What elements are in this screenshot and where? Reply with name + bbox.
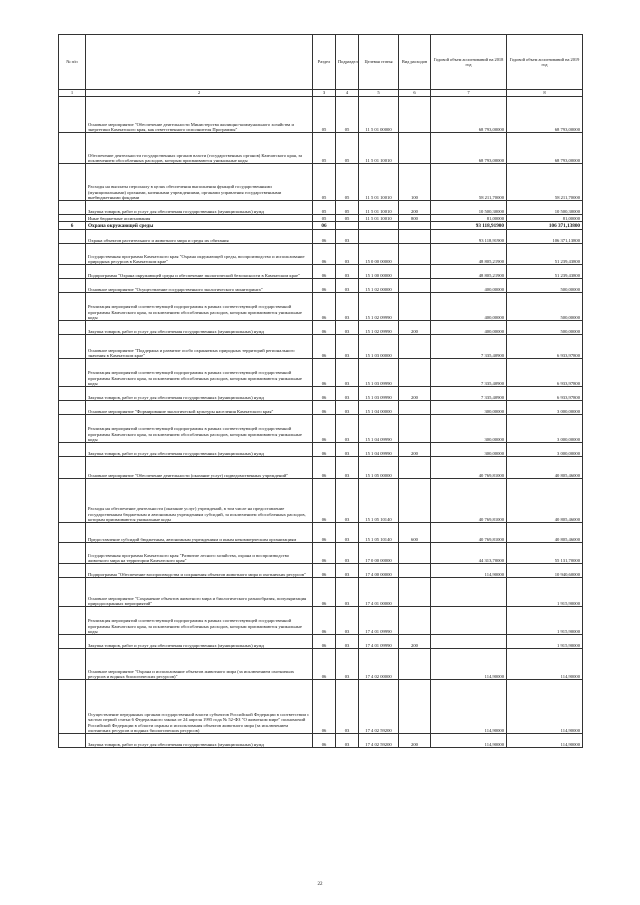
row-amount-2019: 40 805,46000 xyxy=(507,479,583,523)
row-amount-2018: 58 211,70000 xyxy=(431,164,507,201)
row-amount-2019: 51 239,43800 xyxy=(507,265,583,279)
table-row xyxy=(59,578,583,607)
row-number xyxy=(59,564,86,578)
row-subsection: 03 xyxy=(336,279,359,293)
row-subsection: 03 xyxy=(336,543,359,564)
row-expense-type xyxy=(399,649,431,680)
row-target-article: 17 4 01 09990 xyxy=(359,635,399,649)
row-section: 06 xyxy=(313,244,336,265)
row-target-article: 11 5 01 10010 xyxy=(359,133,399,164)
row-subsection: 03 xyxy=(336,457,359,479)
row-number xyxy=(59,457,86,479)
row-number xyxy=(59,635,86,649)
row-expense-type xyxy=(399,564,431,578)
row-amount-2018: 93 118,91900 xyxy=(431,222,507,230)
table-row xyxy=(59,387,583,401)
row-number xyxy=(59,133,86,164)
table-row xyxy=(59,230,583,244)
table-row xyxy=(59,564,583,578)
row-target-article: 11 5 01 10010 xyxy=(359,164,399,201)
row-target-article: 15 1 00 00000 xyxy=(359,265,399,279)
row-number xyxy=(59,607,86,635)
row-number xyxy=(59,523,86,543)
row-target-article: 11 5 01 00000 xyxy=(359,97,399,133)
row-target-article xyxy=(359,222,399,230)
row-target-article: 15 1 02 09990 xyxy=(359,293,399,321)
row-subsection: 05 xyxy=(336,164,359,201)
table-row xyxy=(59,164,583,201)
row-section: 06 xyxy=(313,479,336,523)
row-amount-2018: 7 335,40900 xyxy=(431,387,507,401)
row-section: 06 xyxy=(313,359,336,387)
row-number xyxy=(59,215,86,222)
row-amount-2018: 300,00000 xyxy=(431,415,507,443)
row-description: Основное мероприятие "Охрана и использование объектов животного мира (за исключением охотничьих ресурсов и водных биологических ресурсов)" xyxy=(86,649,313,680)
row-subsection: 03 xyxy=(336,443,359,457)
row-amount-2019: 51 239,43800 xyxy=(507,244,583,265)
row-amount-2019: 1 915,90000 xyxy=(507,607,583,635)
row-subsection: 03 xyxy=(336,387,359,401)
row-description: Охрана окружающей среды xyxy=(86,222,313,230)
row-number xyxy=(59,359,86,387)
row-expense-type xyxy=(399,578,431,607)
row-subsection: 03 xyxy=(336,680,359,734)
row-description: Охрана объектов растительного и животного мира и среды их обитания xyxy=(86,230,313,244)
budget-table xyxy=(58,34,583,748)
row-expense-type xyxy=(399,479,431,523)
row-number xyxy=(59,265,86,279)
table-row xyxy=(59,543,583,564)
row-subsection: 03 xyxy=(336,523,359,543)
row-subsection: 03 xyxy=(336,649,359,680)
row-target-article: 17 4 00 00000 xyxy=(359,564,399,578)
header-section: Раздел xyxy=(313,35,336,90)
row-amount-2018: 400,00000 xyxy=(431,293,507,321)
row-target-article: 17 4 02 00000 xyxy=(359,649,399,680)
column-number: 3 xyxy=(313,90,336,97)
row-amount-2019: 106 371,13800 xyxy=(507,230,583,244)
row-expense-type xyxy=(399,244,431,265)
row-expense-type xyxy=(399,279,431,293)
row-expense-type: 800 xyxy=(399,215,431,222)
row-section: 06 xyxy=(313,734,336,748)
row-amount-2018: 7 335,40900 xyxy=(431,335,507,359)
row-subsection xyxy=(336,222,359,230)
row-subsection: 03 xyxy=(336,564,359,578)
row-section: 05 xyxy=(313,97,336,133)
row-description: Закупка товаров, работ и услуг для обеспечения государственных (муниципальных) нужд xyxy=(86,635,313,649)
row-target-article: 17 0 00 00000 xyxy=(359,543,399,564)
row-section: 06 xyxy=(313,543,336,564)
row-section: 06 xyxy=(313,222,336,230)
row-amount-2019: 114,90000 xyxy=(507,734,583,748)
row-number xyxy=(59,578,86,607)
row-amount-2019: 3 000,00000 xyxy=(507,415,583,443)
row-amount-2019: 500,00000 xyxy=(507,279,583,293)
table-row xyxy=(59,335,583,359)
row-description: Основное мероприятие "Формирование экологической культуры населения Камчатского края" xyxy=(86,401,313,415)
row-target-article: 17 4 02 59200 xyxy=(359,734,399,748)
header-amount-2019: Годовой объем ассигнований на 2019 год xyxy=(507,35,583,90)
row-description: Реализация мероприятий соответствующей подпрограммы в рамках соответствующей государственной программы Камчатского края, за исключением обособленных расходов, которым присваиваются уникальные коды xyxy=(86,607,313,635)
row-target-article: 15 1 05 00000 xyxy=(359,457,399,479)
row-amount-2018: 300,00000 xyxy=(431,443,507,457)
row-expense-type xyxy=(399,457,431,479)
row-amount-2019: 40 805,46000 xyxy=(507,523,583,543)
row-number xyxy=(59,164,86,201)
row-amount-2019: 10 500,30000 xyxy=(507,201,583,215)
row-section: 06 xyxy=(313,578,336,607)
table-row xyxy=(59,321,583,335)
row-description: Расходы на обеспечение деятельности (оказание услуг) учреждений, в том числе на предоставление государственным бюджетным и автономным учреждениям субсидий, за исключением обособленных расходов, которым присваиваются уникальные коды xyxy=(86,479,313,523)
header-row xyxy=(59,35,583,90)
row-target-article xyxy=(359,230,399,244)
row-amount-2018: 114,90000 xyxy=(431,680,507,734)
row-target-article: 17 4 01 00000 xyxy=(359,578,399,607)
row-amount-2018: 114,90000 xyxy=(431,734,507,748)
row-expense-type xyxy=(399,133,431,164)
row-number xyxy=(59,415,86,443)
row-subsection: 05 xyxy=(336,97,359,133)
column-number-row xyxy=(59,90,583,97)
row-section: 05 xyxy=(313,215,336,222)
row-expense-type: 200 xyxy=(399,443,431,457)
row-section: 06 xyxy=(313,680,336,734)
row-amount-2018: 40 769,81000 xyxy=(431,479,507,523)
row-amount-2019: 6 933,97800 xyxy=(507,387,583,401)
table-row xyxy=(59,680,583,734)
table-row xyxy=(59,479,583,523)
row-amount-2019: 1 915,90000 xyxy=(507,578,583,607)
row-section: 06 xyxy=(313,230,336,244)
row-subsection: 03 xyxy=(336,479,359,523)
row-number xyxy=(59,244,86,265)
row-target-article: 15 0 00 00000 xyxy=(359,244,399,265)
row-amount-2018: 7 335,40900 xyxy=(431,359,507,387)
column-number: 4 xyxy=(336,90,359,97)
row-section: 06 xyxy=(313,387,336,401)
row-expense-type: 200 xyxy=(399,734,431,748)
row-description: Основное мероприятие "Сохранение объектов животного мира и биологического разнообразия, популяризация природоохранных мероприятий" xyxy=(86,578,313,607)
header-target-article: Целевая статья xyxy=(359,35,399,90)
row-description: Основное мероприятие "Обеспечение деятельности (оказание услуг) подведомственных учреждений" xyxy=(86,457,313,479)
row-target-article: 17 4 02 59200 xyxy=(359,680,399,734)
table-row xyxy=(59,443,583,457)
row-description: Закупка товаров, работ и услуг для обеспечения государственных (муниципальных) нужд xyxy=(86,734,313,748)
table-row xyxy=(59,401,583,415)
row-section: 06 xyxy=(313,523,336,543)
table-row xyxy=(59,201,583,215)
row-description: Основное мероприятие "Осуществление государственного экологического мониторинга" xyxy=(86,279,313,293)
row-amount-2018: 81,00000 xyxy=(431,215,507,222)
row-amount-2019: 114,90000 xyxy=(507,649,583,680)
row-amount-2019: 3 000,00000 xyxy=(507,401,583,415)
row-number xyxy=(59,321,86,335)
row-subsection: 03 xyxy=(336,265,359,279)
header-num: № п/п xyxy=(59,35,86,90)
row-expense-type xyxy=(399,415,431,443)
table-row xyxy=(59,523,583,543)
row-section: 05 xyxy=(313,164,336,201)
row-description: Основное мероприятие "Поддержка и развитие особо охраняемых природных территорий регионального значения в Камчатском крае" xyxy=(86,335,313,359)
table-row xyxy=(59,359,583,387)
row-number xyxy=(59,293,86,321)
row-amount-2018 xyxy=(431,578,507,607)
row-amount-2019: 10 940,60000 xyxy=(507,564,583,578)
row-section: 06 xyxy=(313,415,336,443)
row-section: 06 xyxy=(313,443,336,457)
row-description: Обеспечение деятельности государственных органов власти (государственных органов) Камчатского края, за исключением обособленных расходов, которым присваиваются уникальные коды xyxy=(86,133,313,164)
row-expense-type xyxy=(399,293,431,321)
header-expense-type: Вид расходов xyxy=(399,35,431,90)
row-amount-2018: 68 793,00000 xyxy=(431,133,507,164)
table-row xyxy=(59,734,583,748)
row-expense-type xyxy=(399,401,431,415)
row-amount-2018: 400,00000 xyxy=(431,321,507,335)
row-amount-2019: 68 793,00000 xyxy=(507,133,583,164)
row-amount-2019: 6 933,97800 xyxy=(507,335,583,359)
table-row xyxy=(59,265,583,279)
row-expense-type xyxy=(399,265,431,279)
row-target-article: 17 4 01 09990 xyxy=(359,607,399,635)
row-amount-2018 xyxy=(431,635,507,649)
row-amount-2019: 500,00000 xyxy=(507,293,583,321)
row-description: Подпрограмма "Обеспечение воспроизводства и сохранения объектов животного мира и охотничьих ресурсов" xyxy=(86,564,313,578)
row-section: 06 xyxy=(313,265,336,279)
row-expense-type: 600 xyxy=(399,523,431,543)
column-number: 2 xyxy=(86,90,313,97)
header-desc xyxy=(86,35,313,90)
row-description: Подпрограмма "Охрана окружающей среды и обеспечение экологической безопасности в Камчатском крае" xyxy=(86,265,313,279)
table-row xyxy=(59,279,583,293)
row-target-article: 15 1 03 09990 xyxy=(359,359,399,387)
row-expense-type xyxy=(399,97,431,133)
row-description: Реализация мероприятий соответствующей подпрограммы в рамках соответствующей государственной программы Камчатского края, за исключением обособленных расходов, которым присваиваются уникальные коды xyxy=(86,415,313,443)
row-target-article: 15 1 04 00000 xyxy=(359,401,399,415)
row-number xyxy=(59,230,86,244)
row-section: 06 xyxy=(313,564,336,578)
row-number xyxy=(59,734,86,748)
table-row xyxy=(59,649,583,680)
row-subsection: 03 xyxy=(336,230,359,244)
row-target-article: 15 1 03 00000 xyxy=(359,335,399,359)
row-section: 06 xyxy=(313,401,336,415)
row-subsection: 03 xyxy=(336,578,359,607)
row-section: 06 xyxy=(313,607,336,635)
row-target-article: 11 5 01 10010 xyxy=(359,201,399,215)
row-number xyxy=(59,443,86,457)
row-subsection: 05 xyxy=(336,201,359,215)
row-amount-2018: 93 118,91900 xyxy=(431,230,507,244)
row-amount-2018: 114,90000 xyxy=(431,649,507,680)
row-expense-type: 200 xyxy=(399,201,431,215)
row-amount-2019: 3 000,00000 xyxy=(507,443,583,457)
row-amount-2019: 114,90000 xyxy=(507,680,583,734)
row-section: 06 xyxy=(313,457,336,479)
column-number: 7 xyxy=(431,90,507,97)
row-number xyxy=(59,401,86,415)
row-amount-2018: 300,00000 xyxy=(431,401,507,415)
table-row xyxy=(59,607,583,635)
table-row xyxy=(59,133,583,164)
row-amount-2018 xyxy=(431,607,507,635)
row-expense-type: 200 xyxy=(399,387,431,401)
row-description: Осуществление переданных органам государственной власти субъектов Российской Федерации в соответствии с частью первой статьи 6 Федерального закона от 24 апреля 1995 года № 52-ФЗ "О животном мире" полномочий Российской Федерации в области охраны и использования объектов животного мира (за исключением охотничьих ресурсов и водных биологических ресурсов) xyxy=(86,680,313,734)
row-section: 06 xyxy=(313,293,336,321)
row-subsection: 03 xyxy=(336,244,359,265)
row-amount-2019: 40 805,46000 xyxy=(507,457,583,479)
row-section: 06 xyxy=(313,279,336,293)
table-row xyxy=(59,97,583,133)
row-number xyxy=(59,201,86,215)
row-amount-2019: 81,00000 xyxy=(507,215,583,222)
row-amount-2019: 6 933,97800 xyxy=(507,359,583,387)
row-target-article: 15 1 02 00000 xyxy=(359,279,399,293)
table-row xyxy=(59,415,583,443)
row-number xyxy=(59,335,86,359)
row-number xyxy=(59,279,86,293)
row-section: 06 xyxy=(313,335,336,359)
row-target-article: 15 1 04 09990 xyxy=(359,415,399,443)
row-amount-2019: 1 915,90000 xyxy=(507,635,583,649)
row-target-article: 15 1 05 10140 xyxy=(359,479,399,523)
table-row xyxy=(59,457,583,479)
row-description: Закупка товаров, работ и услуг для обеспечения государственных (муниципальных) нужд xyxy=(86,443,313,457)
row-description: Государственная программа Камчатского края "Охрана окружающей среды, воспроизводство и использование природных ресурсов в Камчатском крае" xyxy=(86,244,313,265)
row-section: 06 xyxy=(313,321,336,335)
column-number: 8 xyxy=(507,90,583,97)
row-amount-2018: 48 805,21900 xyxy=(431,265,507,279)
row-target-article: 11 5 01 10010 xyxy=(359,215,399,222)
row-number xyxy=(59,387,86,401)
header-subsection: Подраздел xyxy=(336,35,359,90)
row-subsection: 03 xyxy=(336,607,359,635)
budget-table-sheet xyxy=(58,34,582,748)
row-amount-2019: 55 131,70000 xyxy=(507,543,583,564)
row-expense-type xyxy=(399,230,431,244)
row-expense-type xyxy=(399,359,431,387)
row-subsection: 05 xyxy=(336,215,359,222)
row-description: Реализация мероприятий соответствующей подпрограммы в рамках соответствующей государственной программы Камчатского края, за исключением обособленных расходов, которым присваиваются уникальные коды xyxy=(86,293,313,321)
table-row xyxy=(59,244,583,265)
row-target-article: 15 1 05 10140 xyxy=(359,523,399,543)
row-description: Закупка товаров, работ и услуг для обеспечения государственных (муниципальных) нужд xyxy=(86,387,313,401)
row-description: Государственная программа Камчатского края "Развитие лесного хозяйства, охрана и воспроизводство животного мира на территории Камчатского края" xyxy=(86,543,313,564)
table-body xyxy=(59,97,583,748)
row-expense-type: 200 xyxy=(399,321,431,335)
row-number: 6 xyxy=(59,222,86,230)
table-row xyxy=(59,215,583,222)
row-amount-2019: 106 371,13800 xyxy=(507,222,583,230)
row-amount-2019: 58 211,70000 xyxy=(507,164,583,201)
row-description: Закупка товаров, работ и услуг для обеспечения государственных (муниципальных) нужд xyxy=(86,201,313,215)
row-number xyxy=(59,680,86,734)
row-number xyxy=(59,97,86,133)
row-section: 06 xyxy=(313,649,336,680)
row-description: Расходы на выплаты персоналу в целях обеспечения выполнения функций государственными (муниципальными) органами, казенными учреждениями, органами управления государственными внебюджетными фондами xyxy=(86,164,313,201)
row-subsection: 03 xyxy=(336,321,359,335)
table-row xyxy=(59,222,583,230)
row-subsection: 03 xyxy=(336,635,359,649)
row-number xyxy=(59,649,86,680)
row-description: Основное мероприятие "Обеспечение деятельности Министерства жилищно-коммунального хозяйства и энергетики Камчатского края, как ответственного исполнителя Программы" xyxy=(86,97,313,133)
page-number: 22 xyxy=(317,882,323,887)
row-amount-2019: 500,00000 xyxy=(507,321,583,335)
row-target-article: 15 1 03 09990 xyxy=(359,387,399,401)
row-subsection: 03 xyxy=(336,359,359,387)
row-description: Предоставление субсидий бюджетным, автономным учреждениям и иным некоммерческим организациям xyxy=(86,523,313,543)
row-subsection: 03 xyxy=(336,734,359,748)
column-number: 5 xyxy=(359,90,399,97)
row-subsection: 03 xyxy=(336,415,359,443)
row-target-article: 15 1 04 09990 xyxy=(359,443,399,457)
row-amount-2018: 40 769,81000 xyxy=(431,457,507,479)
row-amount-2018: 10 500,30000 xyxy=(431,201,507,215)
row-expense-type: 100 xyxy=(399,164,431,201)
row-expense-type xyxy=(399,543,431,564)
row-amount-2018: 44 313,70000 xyxy=(431,543,507,564)
row-amount-2018: 48 805,21900 xyxy=(431,244,507,265)
row-number xyxy=(59,479,86,523)
row-number xyxy=(59,543,86,564)
row-amount-2018: 40 769,81000 xyxy=(431,523,507,543)
row-subsection: 03 xyxy=(336,401,359,415)
column-number: 1 xyxy=(59,90,86,97)
row-subsection: 05 xyxy=(336,133,359,164)
row-expense-type xyxy=(399,335,431,359)
row-expense-type xyxy=(399,222,431,230)
row-section: 05 xyxy=(313,133,336,164)
row-description: Иные бюджетные ассигнования xyxy=(86,215,313,222)
column-number: 6 xyxy=(399,90,431,97)
row-section: 05 xyxy=(313,201,336,215)
table-row xyxy=(59,293,583,321)
row-expense-type xyxy=(399,607,431,635)
row-expense-type: 200 xyxy=(399,635,431,649)
row-amount-2018: 400,00000 xyxy=(431,279,507,293)
row-expense-type xyxy=(399,680,431,734)
header-amount-2018: Годовой объем ассигнований на 2018 год xyxy=(431,35,507,90)
row-target-article: 15 1 02 09990 xyxy=(359,321,399,335)
row-amount-2018: 114,90000 xyxy=(431,564,507,578)
row-amount-2018: 68 793,00000 xyxy=(431,97,507,133)
row-description: Закупка товаров, работ и услуг для обеспечения государственных (муниципальных) нужд xyxy=(86,321,313,335)
row-subsection: 03 xyxy=(336,293,359,321)
row-section: 06 xyxy=(313,635,336,649)
row-description: Реализация мероприятий соответствующей подпрограммы в рамках соответствующей государственной программы Камчатского края, за исключением обособленных расходов, которым присваиваются уникальные коды xyxy=(86,359,313,387)
table-row xyxy=(59,635,583,649)
row-subsection: 03 xyxy=(336,335,359,359)
row-amount-2019: 68 793,00000 xyxy=(507,97,583,133)
